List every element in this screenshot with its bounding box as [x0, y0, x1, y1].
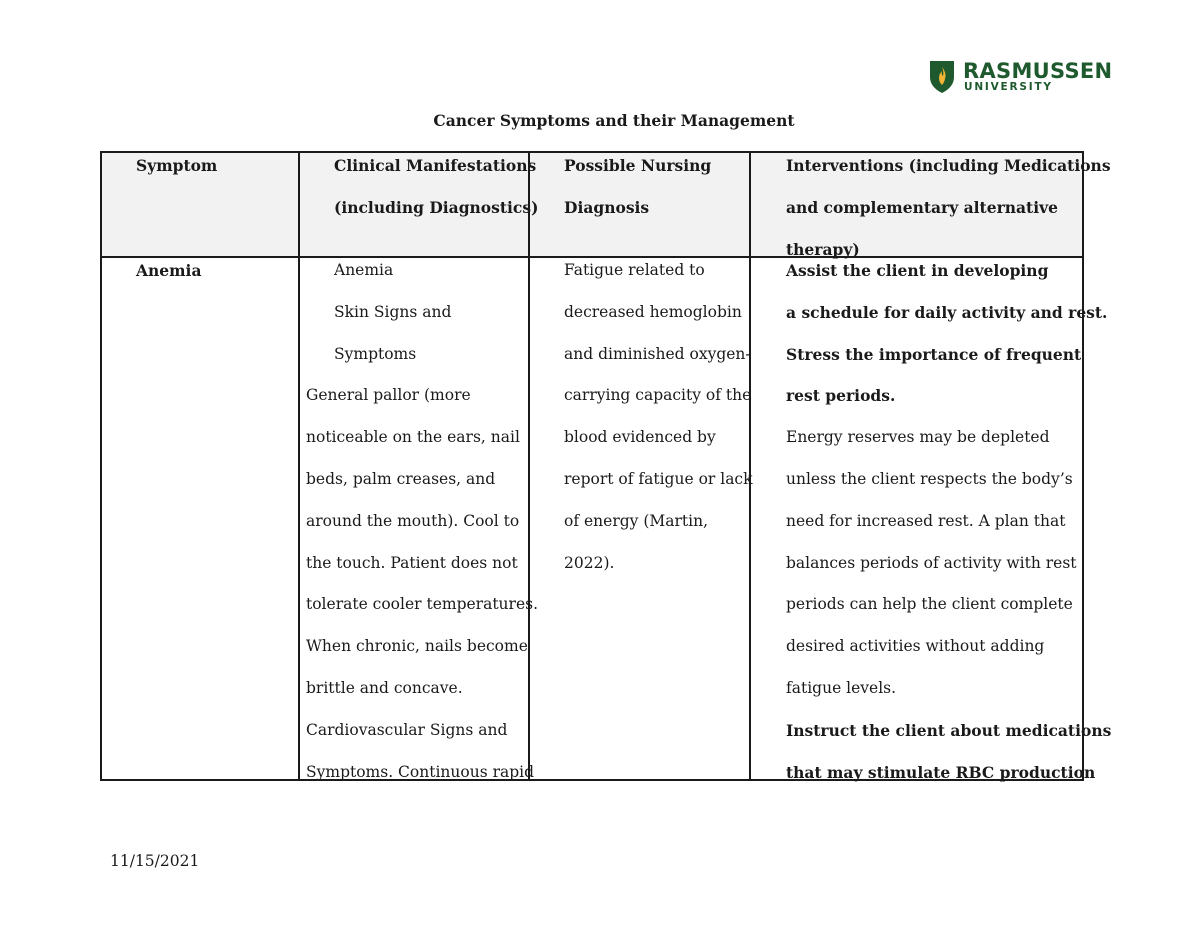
- cell-interventions: Assist the client in developing a schedule for daily activity and rest. Stress the importance of frequent rest periods. Energy reserves may be depleted unless the client respects the body’s need for increased rest. A plan that balances periods of activity with rest periods can help the client complete desired activities without adding fatigue levels. Instruct the client about medications that may stimulate RBC production: [786, 261, 1112, 782]
- shield-flame-icon: [928, 58, 956, 94]
- symptoms-table: [100, 151, 1112, 782]
- header-clinical-manifestations: Clinical Manifestations (including Diagnostics): [334, 156, 539, 217]
- logo-name: RASMUSSEN: [963, 59, 1113, 83]
- footer-date: 11/15/2021: [110, 852, 200, 870]
- cell-symptom: Anemia: [136, 261, 202, 280]
- column-divider: [298, 153, 300, 779]
- header-interventions: Interventions (including Medications and complementary alternative therapy): [786, 156, 1111, 259]
- header-nursing-diagnosis: Possible Nursing Diagnosis: [564, 156, 712, 217]
- rasmussen-logo: [928, 58, 1113, 98]
- cell-clinical-manifestations: Anemia Skin Signs and Symptoms General pallor (more noticeable on the ears, nail beds, palm creases, and around the mouth). Cool to the touch. Patient does not tolerate cooler temperatures. When chronic, nails become brittle and concave. Cardiovascular Signs and Symptoms. Continuous rapid: [306, 261, 539, 781]
- cell-nursing-diagnosis: Fatigue related to decreased hemoglobin and diminished oxygen- carrying capacity of the blood evidenced by report of fatigue or lack of energy (Martin, 2022).: [564, 261, 753, 572]
- logo-sub: UNIVERSITY: [964, 81, 1053, 93]
- document-title: Cancer Symptoms and their Management: [433, 111, 795, 130]
- header-symptom: Symptom: [136, 156, 218, 175]
